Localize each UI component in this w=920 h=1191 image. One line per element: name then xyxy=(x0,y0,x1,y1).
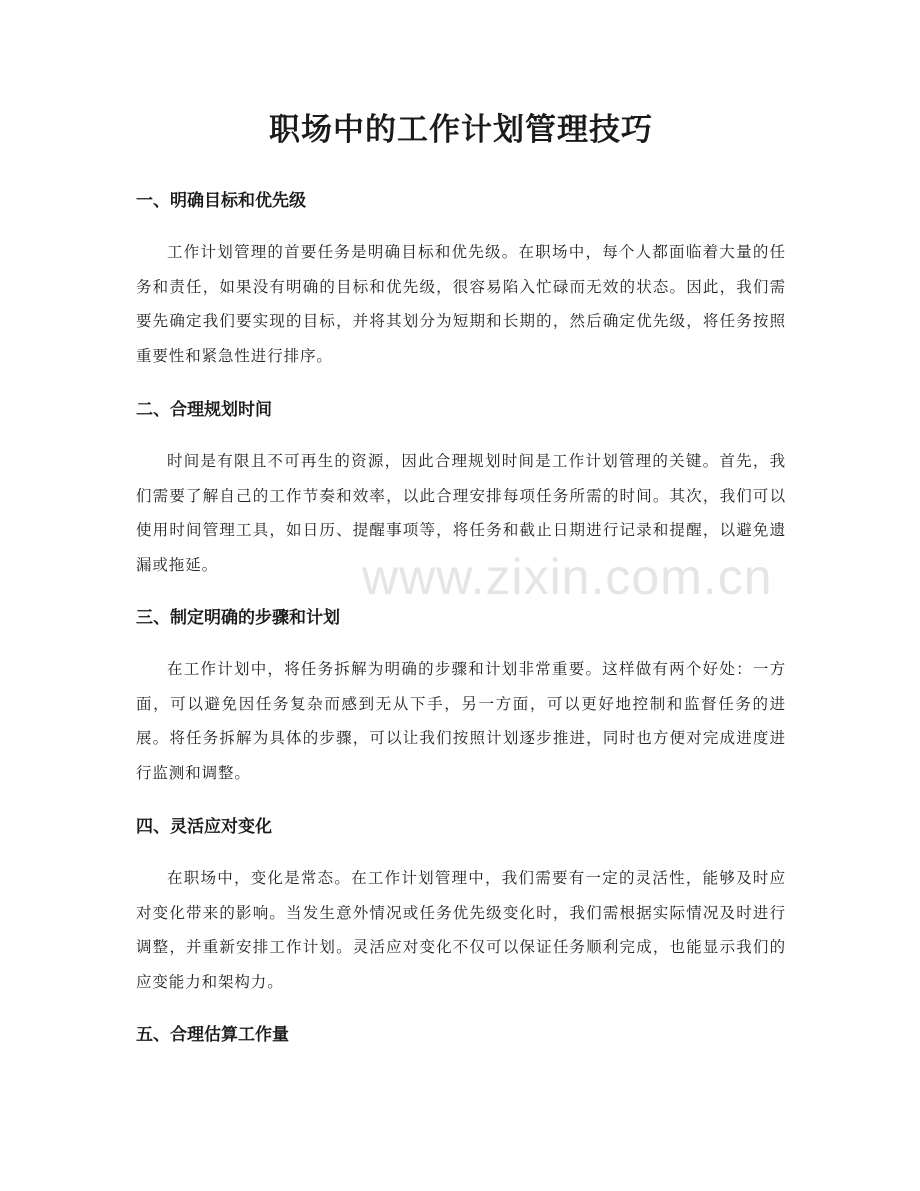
section-body-1: 工作计划管理的首要任务是明确目标和优先级。在职场中，每个人都面临着大量的任务和责任，如果没有明确的目标和优先级，很容易陷入忙碌而无效的状态。因此，我们需要先确定我们要实现的目标，并将其划分为短期和长期的，然后确定优先级，将任务按照重要性和紧急性进行排序。 xyxy=(136,243,786,365)
watermark-text: www.zixin.com.cn xyxy=(362,549,773,605)
section-body-2: 时间是有限且不可再生的资源，因此合理规划时间是工作计划管理的关键。首先，我们需要了解自己的工作节奏和效率，以此合理安排每项任务所需的时间。其次，我们可以使用时间管理工具，如日历、提醒事项等，将任务和截止日期进行记录和提醒，以避免遗漏或拖延。 xyxy=(136,452,786,574)
section-body-3: 在工作计划中，将任务拆解为明确的步骤和计划非常重要。这样做有两个好处：一方面，可以避免因任务复杂而感到无从下手，另一方面，可以更好地控制和监督任务的进展。将任务拆解为具体的步骤，可以让我们按照计划逐步推进，同时也方便对完成进度进行监测和调整。 xyxy=(136,660,786,782)
document-title: 职场中的工作计划管理技巧 xyxy=(269,112,653,148)
section-body-4: 在职场中，变化是常态。在工作计划管理中，我们需要有一定的灵活性，能够及时应对变化带来的影响。当发生意外情况或任务优先级变化时，我们需根据实际情况及时进行调整，并重新安排工作计划。灵活应对变化不仅可以保证任务顺利完成，也能显示我们的应变能力和架构力。 xyxy=(136,869,786,991)
section-heading-1: 一、明确目标和优先级 xyxy=(136,191,306,211)
section-heading-3: 三、制定明确的步骤和计划 xyxy=(136,608,340,628)
section-heading-4: 四、灵活应对变化 xyxy=(136,817,272,837)
section-heading-2: 二、合理规划时间 xyxy=(136,400,272,420)
section-heading-5: 五、合理估算工作量 xyxy=(136,1025,289,1045)
